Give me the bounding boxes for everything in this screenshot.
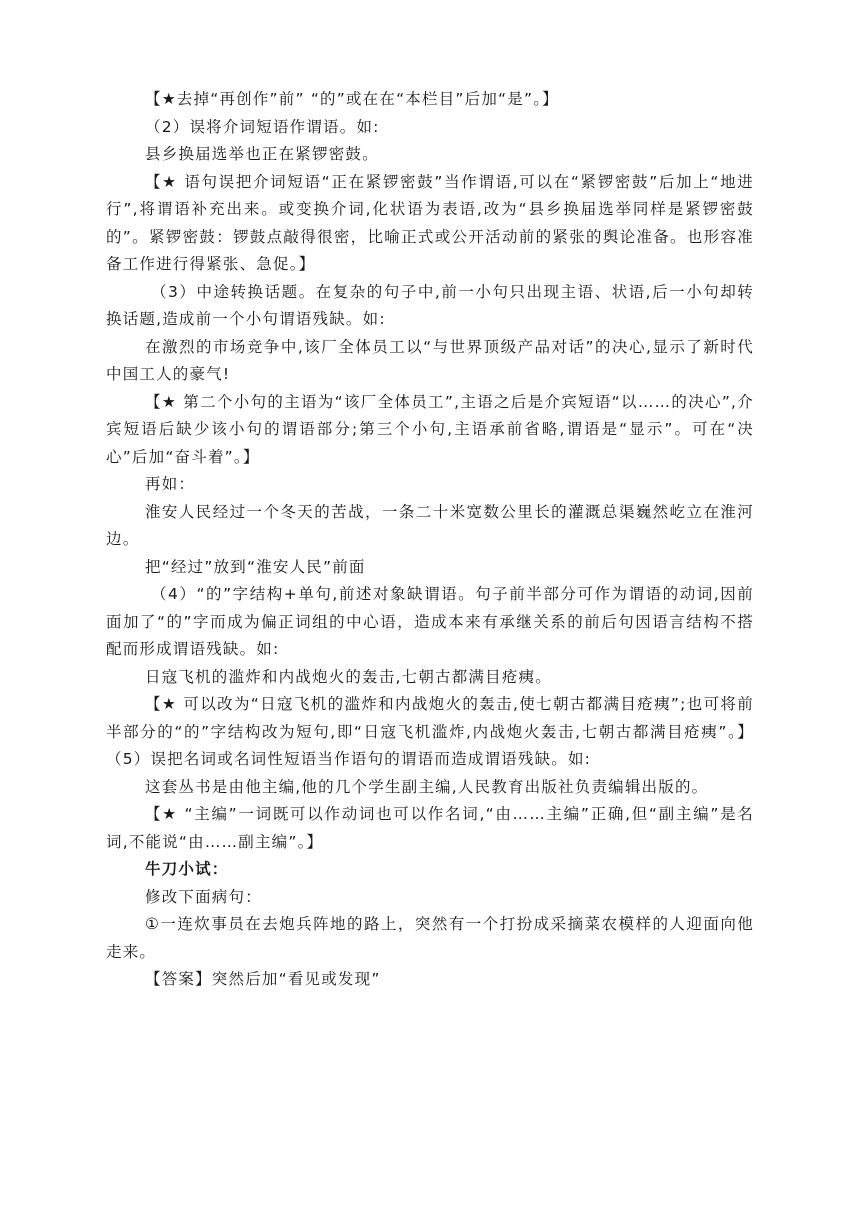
note-paragraph: 【★ 第二个小句的主语为“该厂全体员工”,主语之后是介宾短语“以……的决心”,介宾短语后缺少该小句的谓语部分;第三个小句,主语承前省略,谓语是“显示”。可在“决心”后加“奋斗着”。】 — [106, 392, 754, 466]
answer-text: 【答案】突然后加“看见或发现” — [145, 970, 381, 988]
instruction-text: 修改下面病句： — [145, 887, 262, 906]
answer-text: 把“经过”放到“淮安人民”前面 — [145, 557, 366, 576]
document-body — [106, 86, 754, 994]
example-sentence: 这套丛书是由他主编,他的几个学生副主编,人民教育出版社负责编辑出版的。 — [145, 777, 709, 796]
practice-heading: 牛刀小试： — [145, 860, 229, 878]
example-sentence: 日寇飞机的滥炸和内战炮火的轰击,七朝古都满目疮痍。 — [145, 667, 552, 686]
note-paragraph: 【★ 可以改为“日寇飞机的滥炸和内战炮火的轰击,使七朝古都满目疮痍”;也可将前半部分的“的”字结构改为短句,即“日寇飞机滥炸,内战炮火轰击,七朝古都满目疮痍”。】（5）误把名词或名词性短语当作语句的谓语而造成谓语残缺。如: — [106, 695, 754, 768]
note-paragraph: 【★ “主编”一词既可以作动词也可以作名词,“由……主编”正确,但“副主编”是名词,不能说“由……副主编”。】 — [106, 805, 754, 851]
note-paragraph: 【★ 语句误把介词短语“正在紧锣密鼓”当作谓语,可以在“紧锣密鼓”后加上“地进行”,将谓语补充出来。或变换介词,化状语为表语,改为“县乡换届选举同样是紧锣密鼓的”。紧锣密鼓：锣鼓点敲得很密，比喻正式或公开活动前的紧张的舆论准备。也形容准备工作进行得紧张、急促。】 — [106, 172, 754, 273]
section-heading-3: （3）中途转换话题。在复杂的句子中,前一小句只出现主语、状语,后一小句却转换话题,造成前一个小句谓语残缺。如: — [106, 282, 754, 328]
section-heading-2: （2）误将介词短语作谓语。如: — [145, 117, 380, 136]
example-sentence: 在激烈的市场竞争中,该厂全体员工以“与世界顶级产品对话”的决心,显示了新时代中国工人的豪气! — [106, 337, 754, 383]
example-sentence: 县乡换届选举也正在紧锣密鼓。 — [145, 145, 379, 163]
example-sentence: 淮安人民经过一个冬天的苦战，一条二十米宽数公里长的灌溉总渠巍然屹立在淮河边。 — [106, 502, 754, 548]
body-text: 再如： — [145, 475, 196, 493]
section-heading-4: （4）“的”字结构+单句,前述对象缺谓语。句子前半部分可作为谓语的动词,因前面加了“的”字而成为偏正词组的中心语，造成本来有承继关系的前后句因语言结构不搭配而形成谓语残缺。如: — [106, 585, 754, 658]
practice-question: ①一连炊事员在去炮兵阵地的路上，突然有一个打扮成采摘菜农模样的人迎面向他走来。 — [106, 915, 754, 961]
note-paragraph: 【★去掉“再创作”前” “的”或在在“本栏目”后加“是”。】 — [145, 90, 559, 108]
